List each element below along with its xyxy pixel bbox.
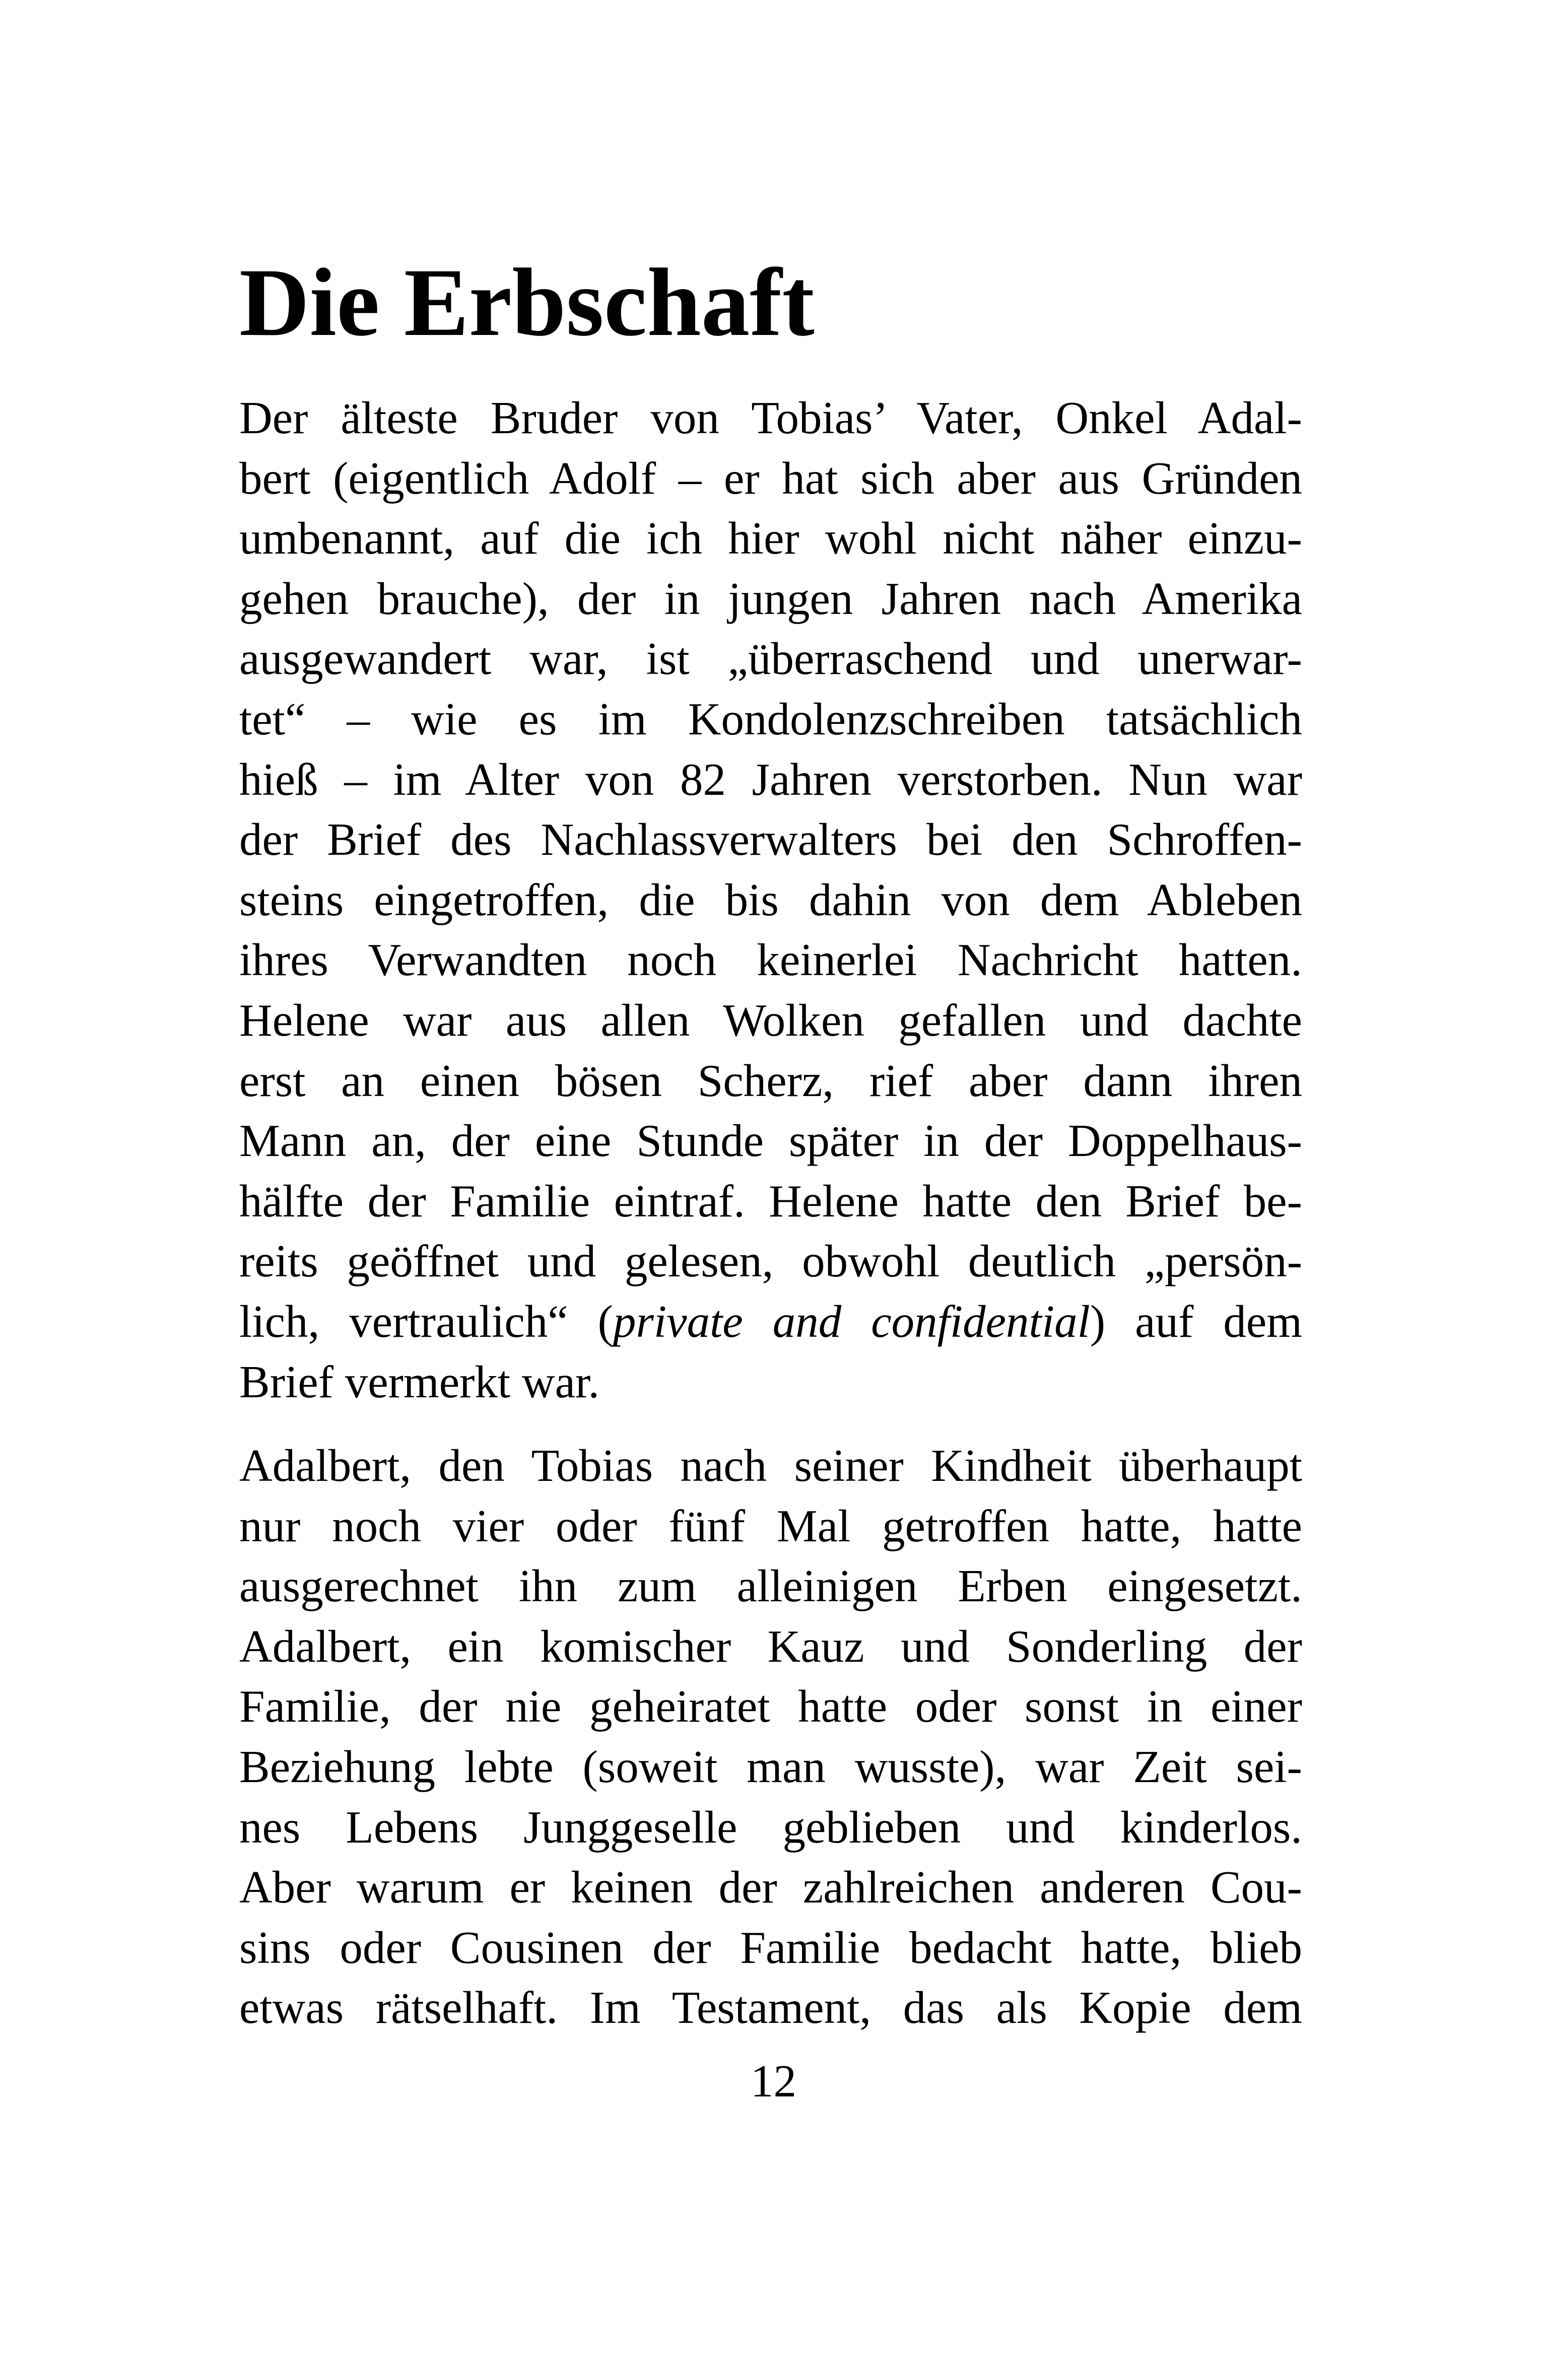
text-line: erst an einen bösen Scherz, rief aber dann ihren — [239, 1055, 1302, 1106]
chapter-title: Die Erbschaft — [239, 248, 815, 356]
text-line: Der älteste Bruder von Tobias’ Vater, Onkel Adal- — [239, 392, 1302, 443]
text-line: Mann an, der eine Stunde später in der Doppelhaus- — [239, 1115, 1302, 1167]
text-line: sins oder Cousinen der Familie bedacht hatte, blieb — [239, 1922, 1302, 1973]
text-line: Aber warum er keinen der zahlreichen anderen Cou- — [239, 1862, 1302, 1913]
text-line: Helene war aus allen Wolken gefallen und dachte — [239, 994, 1302, 1046]
text-line: der Brief des Nachlassverwalters bei den Schroffen- — [239, 814, 1302, 865]
text-line: ihres Verwandten noch keinerlei Nachricht hatten. — [239, 934, 1302, 986]
text-line: reits geöffnet und gelesen, obwohl deutlich „persön- — [239, 1236, 1302, 1287]
paragraph-2 — [239, 1436, 1302, 2038]
text-line-with-italic — [239, 1291, 1302, 1352]
text-segment: lich, vertraulich“ ( — [239, 1296, 613, 1347]
text-line: ausgewandert war, ist „überraschend und unerwar- — [239, 633, 1302, 685]
text-line: nur noch vier oder fünf Mal getroffen hatte, hatte — [239, 1500, 1302, 1551]
text-line: nes Lebens Junggeselle geblieben und kinderlos. — [239, 1801, 1302, 1853]
text-line: etwas rätselhaft. Im Testament, das als Kopie dem — [239, 1982, 1302, 2033]
text-line: gehen brauche), der in jungen Jahren nach Amerika — [239, 573, 1302, 624]
text-line: bert (eigentlich Adolf – er hat sich aber aus Gründen — [239, 452, 1302, 504]
text-line: hälfte der Familie eintraf. Helene hatte den Brief be- — [239, 1175, 1302, 1227]
text-line: Familie, der nie geheiratet hatte oder sonst in einer — [239, 1681, 1302, 1732]
text-line: Beziehung lebte (soweit man wusste), war Zeit sei- — [239, 1741, 1302, 1792]
text-line: Brief vermerkt war. — [239, 1356, 600, 1407]
text-line: tet“ – wie es im Kondolenzschreiben tatsächlich — [239, 693, 1302, 744]
text-line: ausgerechnet ihn zum alleinigen Erben eingesetzt. — [239, 1560, 1302, 1612]
text-line: umbenannt, auf die ich hier wohl nicht näher einzu- — [239, 513, 1302, 564]
italic-phrase: private and confidential — [613, 1296, 1090, 1347]
text-segment: ) auf dem — [1090, 1296, 1302, 1347]
text-line: steins eingetroffen, die bis dahin von dem Ableben — [239, 874, 1302, 925]
page-number: 12 — [751, 2056, 796, 2106]
text-line: Adalbert, ein komischer Kauz und Sonderling der — [239, 1620, 1302, 1672]
text-line: hieß – im Alter von 82 Jahren verstorben. Nun war — [239, 754, 1302, 805]
text-line: Adalbert, den Tobias nach seiner Kindheit überhaupt — [239, 1440, 1302, 1491]
paragraph-1 — [239, 388, 1302, 1412]
